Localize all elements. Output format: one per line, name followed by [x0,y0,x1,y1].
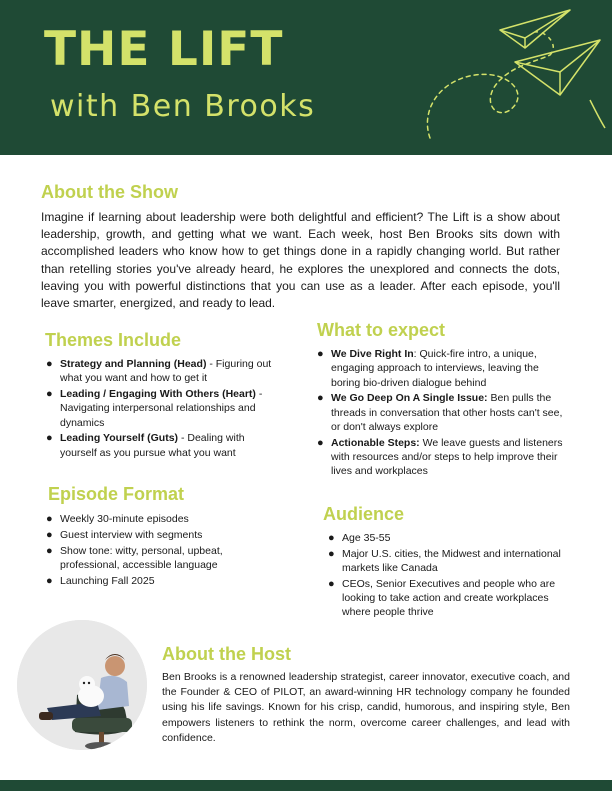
list-item: ● Show tone: witty, personal, upbeat, professional, accessible language [46,544,223,571]
list-item: ● CEOs, Senior Executives and people who are looking to take action and create workplaces where people thrive [328,577,556,619]
paper-plane-icon [515,40,600,95]
list-item: ● We Dive Right In: Quick-fire intro, a unique, engaging approach to interviews, leaving the boring bio-driven dialogue behind [317,348,539,389]
paper-planes-decoration [400,0,612,155]
list-item: ● Weekly 30-minute episodes [46,513,189,525]
footer-bar [0,780,612,791]
page-title: THE LIFT [44,22,284,77]
page-subtitle: with Ben Brooks [50,89,316,124]
list-item: ● Leading Yourself (Guts) - Dealing with yourself as you pursue what you want [46,432,245,459]
host-photo [17,620,147,750]
list-item: ● Strategy and Planning (Head) - Figuring out what you want and how to get it [46,358,272,385]
host-body: Ben Brooks is a renowned leadership strategist, career innovator, executive coach, and the Founder & CEO of PILOT, an award-winning HR technology company he founded using his life savings. Known for his crisp, candid, humorous, and inspiring style, Ben empowers listeners to rethink the norm, overcome career challenges, and lead with confidence. [162,671,570,744]
list-item: ● Leading / Engaging With Others (Heart) - Navigating interpersonal relationships and dynamics [46,388,263,429]
audience-heading: Audience [323,504,405,524]
list-item: ● Launching Fall 2025 [46,574,155,587]
expect-list [315,347,565,480]
themes-list [44,357,280,462]
list-item: ● Age 35-55 [328,532,391,544]
about-show-body: Imagine if learning about leadership were both delightful and efficient? The Lift is a show about leadership, growth, and getting what we want. Each week, host Ben Brooks sits down with accomplished leaders who know how to get things done in a rapidly changing world. But rather than retelling stories you've already heard, he explores the unexplored and connects the dots, leaving you with powerful distinctions that you can use as a leader. After each episode, you'll leave smarter, energized, and ready to lead. [41,210,560,311]
paper-plane-icon [500,10,570,48]
list-item: ● Major U.S. cities, the Midwest and international markets like Canada [328,547,561,575]
audience-list [326,531,576,621]
list-item: ● Actionable Steps: We leave guests and listeners with resources and/or steps to help improve their lives and workplaces [317,436,563,478]
list-item: ● Guest interview with segments [46,528,203,541]
list-item: ● We Go Deep On A Single Issue: Ben pulls the threads in conversation that other hosts can't see, or don't always explore [317,392,563,433]
format-list [44,512,274,589]
expect-heading: What to expect [317,320,446,340]
themes-heading: Themes Include [45,330,182,350]
host-illustration [17,620,147,750]
host-heading: About the Host [162,644,291,664]
header-banner [0,0,612,155]
format-heading: Episode Format [48,484,185,504]
about-show-heading: About the Show [41,182,178,202]
